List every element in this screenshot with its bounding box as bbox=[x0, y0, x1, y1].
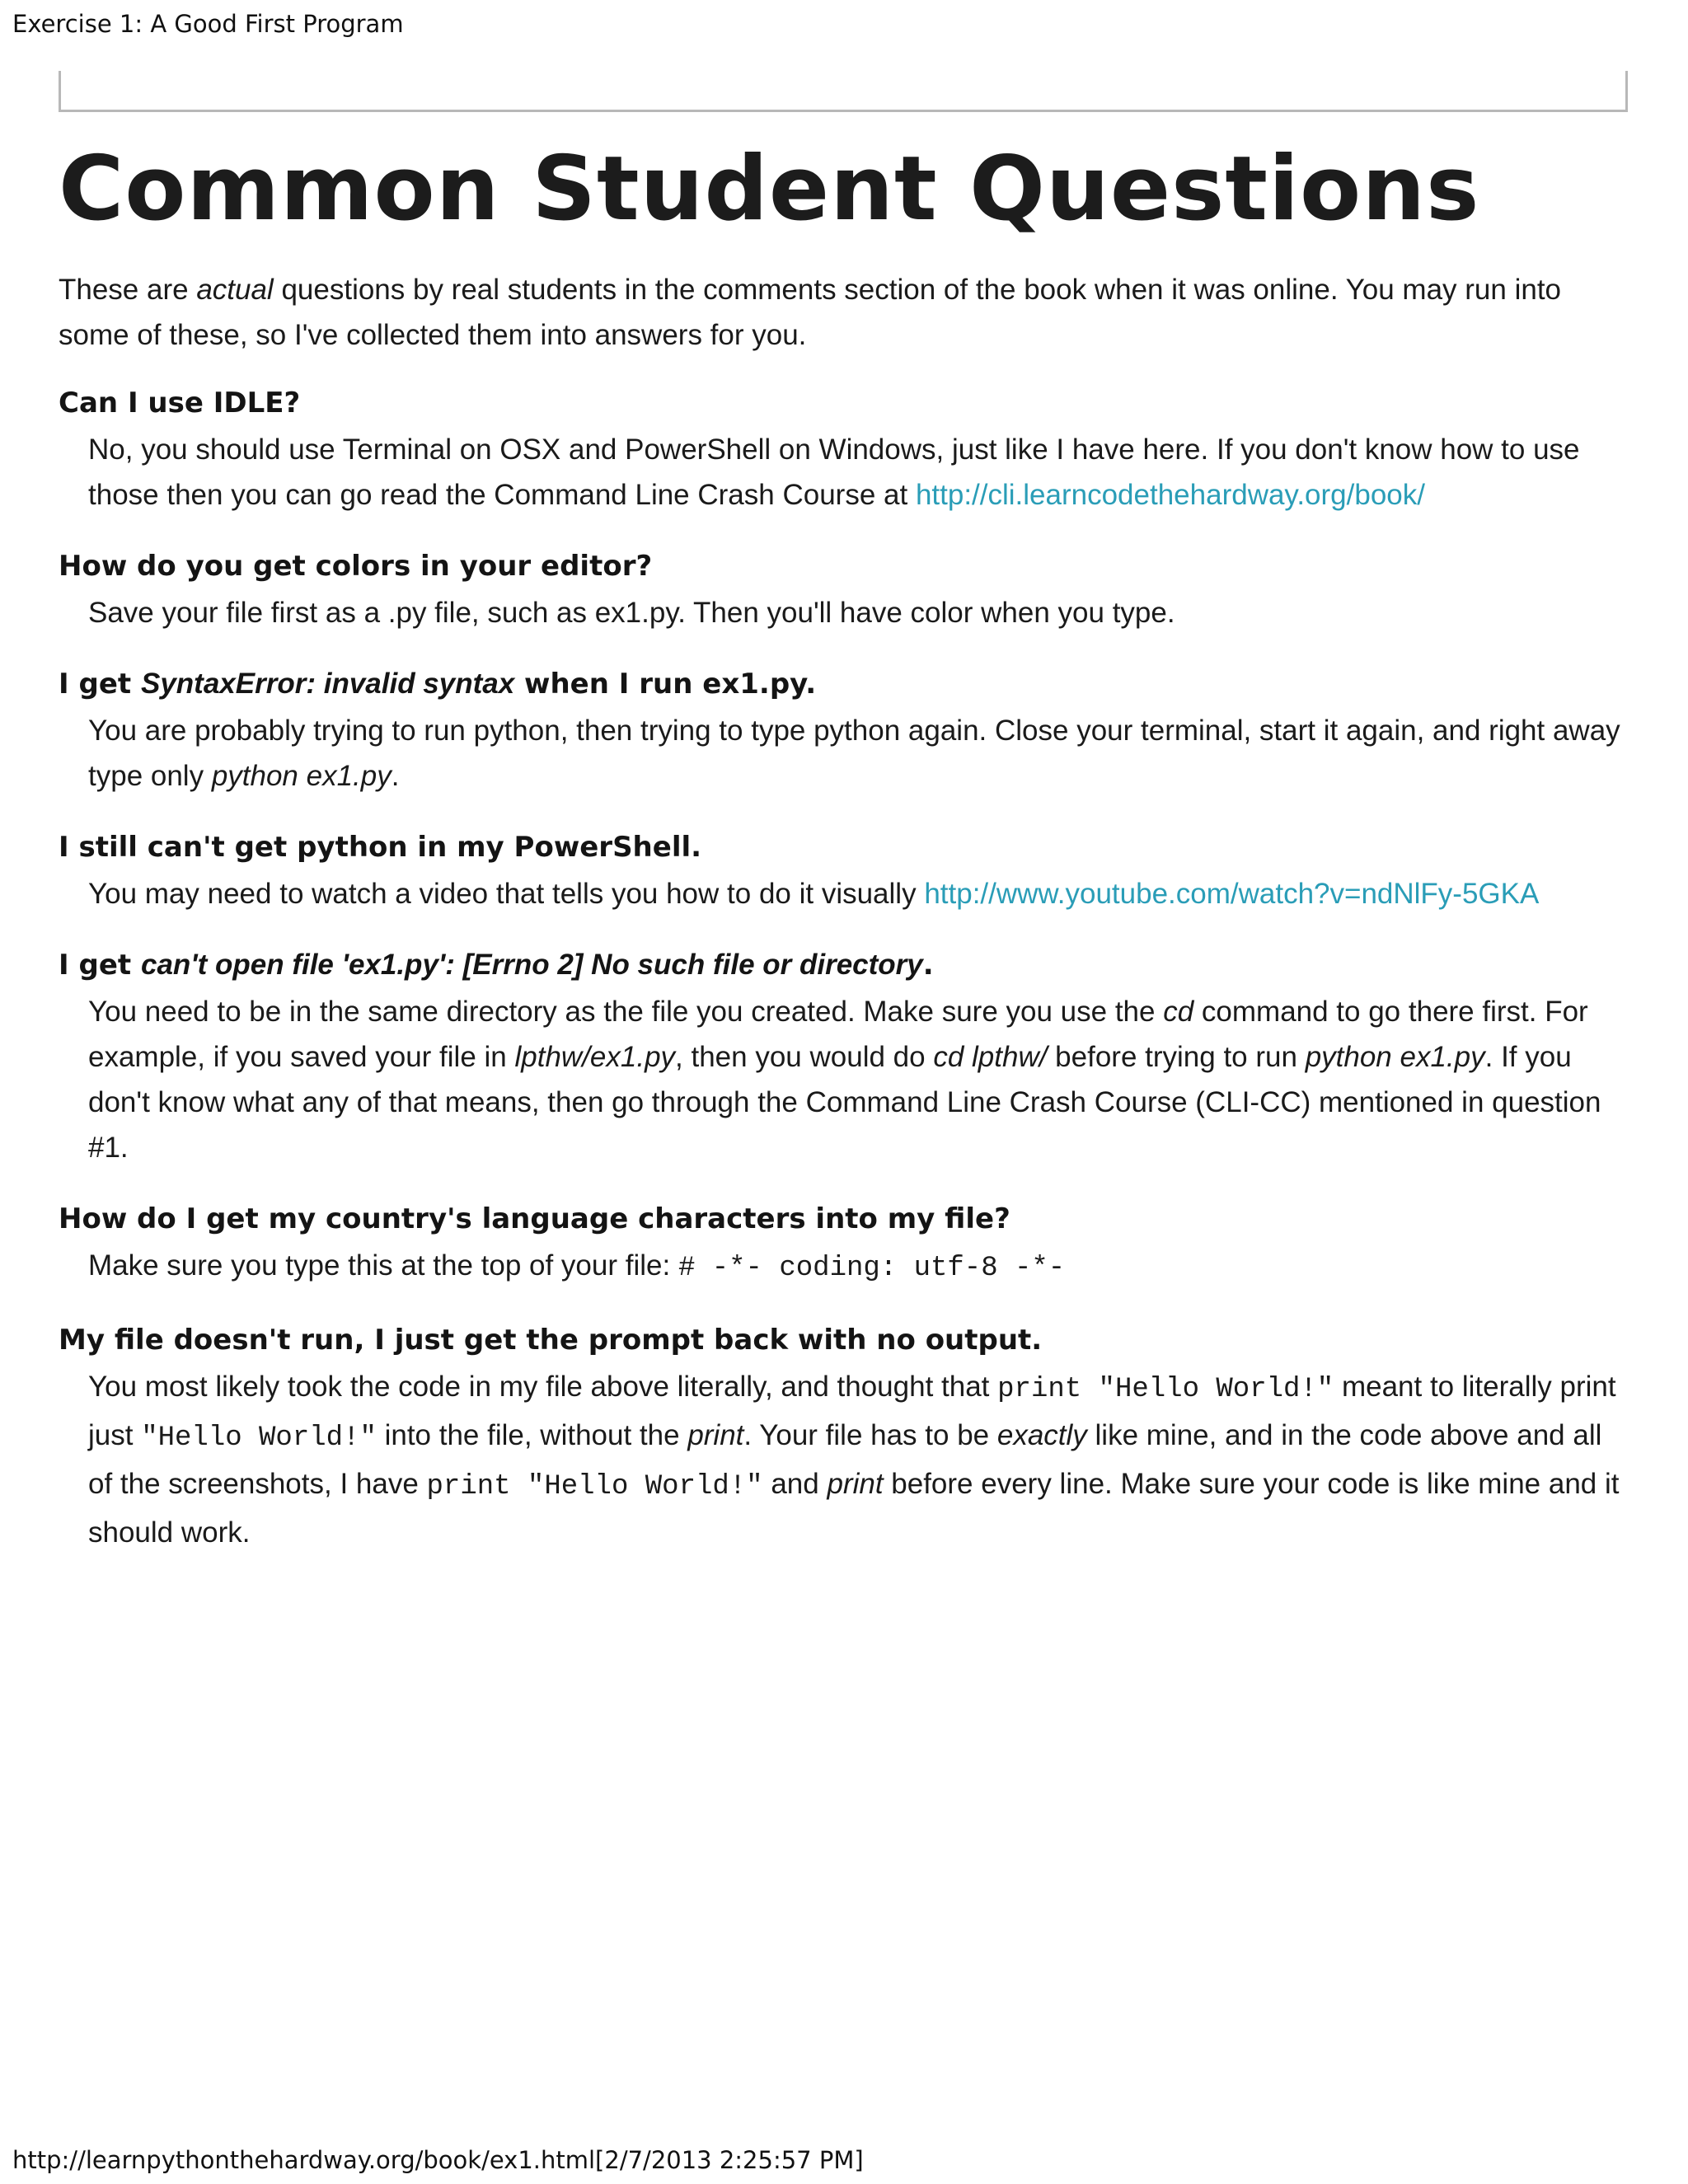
qa-item-syntax-error bbox=[59, 663, 1631, 799]
answer-text: before trying to run bbox=[1047, 1041, 1306, 1073]
intro-paragraph bbox=[59, 267, 1631, 358]
question-text: I get bbox=[59, 668, 141, 701]
answer-paragraph bbox=[88, 1243, 1631, 1291]
answer-text: You need to be in the same directory as the file you created. Make sure you use the bbox=[88, 996, 1164, 1028]
page-title: Common Student Questions bbox=[59, 138, 1480, 241]
answer-text-end: . bbox=[391, 760, 400, 792]
intro-text-rest: questions by real students in the comments section of the book when it was online. You may run into some of these, so I've collected them into answers for you. bbox=[59, 274, 1562, 351]
code-snippet: # -*- coding: utf-8 -*- bbox=[678, 1253, 1066, 1284]
answer-paragraph bbox=[88, 871, 1631, 916]
question-heading: My file doesn't run, I just get the prompt back with no output. bbox=[59, 1324, 1043, 1357]
answer-text: , then you would do bbox=[675, 1041, 934, 1073]
answer-paragraph bbox=[88, 1364, 1631, 1555]
answer-emphasis: print bbox=[827, 1468, 884, 1500]
answer-paragraph bbox=[88, 708, 1631, 799]
answer-emphasis: python ex1.py bbox=[211, 760, 392, 792]
qa-item-no-such-file bbox=[59, 944, 1631, 1170]
qa-item-colors bbox=[59, 546, 1631, 635]
intro-emphasis: actual bbox=[196, 274, 274, 306]
answer-text: into the file, without the bbox=[376, 1419, 688, 1451]
question-text-rest: . bbox=[922, 949, 934, 982]
main-content bbox=[59, 132, 1631, 1555]
answer-emphasis: cd bbox=[1163, 996, 1194, 1028]
question-emphasis: SyntaxError: invalid syntax bbox=[140, 668, 515, 700]
top-code-box-edge bbox=[59, 71, 1628, 112]
answer-text: . Your file has to be bbox=[743, 1419, 997, 1451]
question-heading bbox=[59, 944, 1631, 986]
question-heading: How do you get colors in your editor? bbox=[59, 550, 653, 583]
answer-text: You are probably trying to run python, then trying to type python again. Close your terminal, start it again, and right away type only bbox=[88, 715, 1620, 792]
question-text: I get bbox=[59, 949, 141, 982]
answer-text: like mine, and in the code above and all of the screenshots, I have bbox=[88, 1419, 1602, 1500]
answer-emphasis: exactly bbox=[996, 1419, 1087, 1451]
question-text-rest: when I run ex1.py. bbox=[514, 668, 817, 701]
question-heading bbox=[59, 663, 1631, 705]
answer-text: meant to literally print just bbox=[88, 1371, 1616, 1451]
answer-text: command to go there first. For example, if you saved your file in bbox=[88, 996, 1588, 1073]
qa-item-powershell bbox=[59, 827, 1631, 916]
answer-text: No, you should use Terminal on OSX and PowerShell on Windows, just like I have here. If you don't know how to use those then you can go read the Command Line Crash Course at bbox=[88, 434, 1580, 511]
answer-text: and bbox=[762, 1468, 828, 1500]
answer-text: You may need to watch a video that tells you how to do it visually bbox=[88, 878, 925, 910]
code-snippet: print "Hello World!" bbox=[426, 1471, 763, 1502]
print-footer-url: http://learnpythonthehardway.org/book/ex1.html[2/7/2013 2:25:57 PM] bbox=[12, 2146, 864, 2174]
answer-paragraph bbox=[88, 989, 1631, 1170]
answer-text: Make sure you type this at the top of your file: bbox=[88, 1249, 678, 1282]
code-snippet: print "Hello World!" bbox=[997, 1374, 1334, 1405]
question-emphasis: can't open file 'ex1.py': [Errno 2] No such file or directory bbox=[140, 949, 923, 981]
answer-emphasis: lpthw/ex1.py bbox=[514, 1041, 676, 1073]
question-heading: Can I use IDLE? bbox=[59, 387, 301, 419]
answer-paragraph: Save your file first as a .py file, such as ex1.py. Then you'll have color when you type. bbox=[88, 597, 1175, 629]
question-heading: I still can't get python in my PowerShell. bbox=[59, 831, 702, 864]
answer-paragraph bbox=[88, 427, 1631, 518]
answer-text: You most likely took the code in my file above literally, and thought that bbox=[88, 1371, 998, 1403]
answer-emphasis: python ex1.py bbox=[1305, 1041, 1485, 1073]
qa-item-idle bbox=[59, 382, 1631, 518]
answer-emphasis: cd lpthw/ bbox=[933, 1041, 1048, 1073]
intro-text: These are bbox=[59, 274, 197, 306]
print-header: Exercise 1: A Good First Program bbox=[12, 10, 404, 38]
question-heading: How do I get my country's language characters into my file? bbox=[59, 1202, 1010, 1235]
youtube-video-link[interactable]: http://www.youtube.com/watch?v=ndNlFy-5GKA bbox=[924, 878, 1540, 910]
answer-text: . If you don't know what any of that means, then go through the Command Line Crash Course (CLI-CC) mentioned in question #1. bbox=[88, 1041, 1601, 1164]
code-snippet: "Hello World!" bbox=[141, 1422, 377, 1454]
answer-emphasis: print bbox=[687, 1419, 744, 1451]
answer-text: before every line. Make sure your code is like mine and it should work. bbox=[88, 1468, 1620, 1549]
qa-item-language-characters bbox=[59, 1198, 1631, 1291]
cli-course-link[interactable]: http://cli.learncodethehardway.org/book/ bbox=[915, 479, 1425, 511]
qa-item-no-output bbox=[59, 1319, 1631, 1555]
